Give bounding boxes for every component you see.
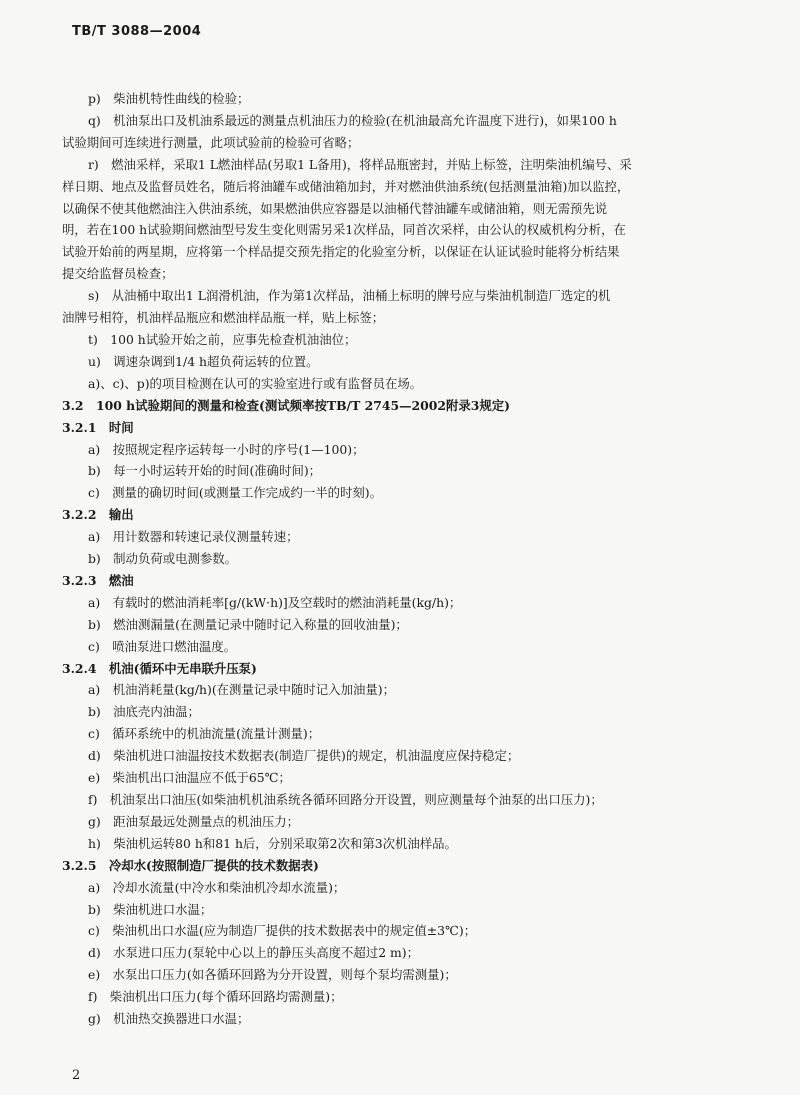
text-line: 样日期、地点及监督员姓名，随后将油罐车或储油箱加封，并对燃油供油系统(包括测量油箱)加以监控，: [62, 178, 630, 194]
text-line: r) 燃油采样，采取1 L燃油样品(另取1 L备用)，将样品瓶密封，并贴上标签，注明柴油机编号、采: [88, 156, 632, 172]
text-line: b) 每一小时运转开始的时间(准确时间)；: [88, 463, 322, 479]
text-line: q) 机油泵出口及机油系最远的测量点机油压力的检验(在机油最高允许温度下进行)，如果100 h: [88, 112, 617, 128]
text-line: c) 柴油机出口水温(应为制造厂提供的技术数据表中的规定值±3℃)；: [88, 923, 477, 939]
text-line: c) 测量的确切时间(或测量工作完成约一半的时刻)。: [88, 485, 383, 501]
text-line: d) 柴油机进口油温按技术数据表(制造厂提供)的规定，机油温度应保持稳定；: [88, 748, 520, 764]
text-line: f) 机油泵出口油压(如柴油机机油系统各循环回路分开设置，则应测量每个油泵的出口压力)；: [88, 792, 603, 807]
text-line: 以确保不使其他燃油注入供油系统，如果燃油供应容器是以油桶代替油罐车或储油箱，则无需预先说: [62, 200, 608, 216]
text-line: a) 冷却水流量(中冷水和柴油机冷却水流量)；: [88, 879, 346, 895]
text-line: e) 水泵出口压力(如各循环回路为分开设置，则每个泵均需测量)；: [88, 967, 457, 983]
text-line: p) 柴油机特性曲线的检验；: [88, 91, 250, 106]
text-line: h) 柴油机运转80 h和81 h后，分别采取第2次和第3次机油样品。: [88, 835, 457, 851]
text-line: b) 柴油机进口水温；: [88, 901, 213, 917]
document-header: TB/T 3088—2004: [72, 24, 202, 39]
page-number: 2: [72, 1068, 81, 1083]
text-line: f) 柴油机出口压力(每个循环回路均需测量)；: [88, 989, 343, 1005]
text-line: c) 循环系统中的机油流量(流量计测量)；: [88, 726, 321, 742]
text-line: 试验开始前的两星期，应将第一个样品提交预先指定的化验室分析，以保证在认证试验时能将分析结果: [62, 244, 620, 260]
section-heading: 3.2.5 冷却水(按照制造厂提供的技术数据表): [62, 857, 319, 873]
section-heading: 3.2.4 机油(循环中无串联升压泵): [62, 660, 257, 676]
text-line: d) 水泵进口压力(泵轮中心以上的静压头高度不超过2 m)；: [88, 945, 419, 961]
text-line: b) 油底壳内油温；: [88, 704, 200, 720]
text-line: a) 机油消耗量(kg/h)(在测量记录中随时记入加油量)；: [88, 682, 395, 698]
text-line: b) 燃油测漏量(在测量记录中随时记入称量的回收油量)；: [88, 616, 408, 632]
text-line: 明，若在100 h试验期间燃油型号发生变化则需另采1次样品，同首次采样，由公认的权威机构分析，在: [62, 222, 626, 238]
text-line: g) 机油热交换器进口水温；: [88, 1011, 250, 1027]
document-body: [62, 88, 752, 1030]
text-line: a)、c)、p)的项目检测在认可的实验室进行或有监督员在场。: [88, 375, 423, 391]
text-line: e) 柴油机出口油温应不低于65℃；: [88, 770, 291, 786]
text-line: a) 按照规定程序运转每一小时的序号(1—100)；: [88, 441, 365, 457]
text-line: a) 用计数器和转速记录仪测量转速；: [88, 529, 299, 545]
text-line: s) 从油桶中取出1 L润滑机油，作为第1次样品，油桶上标明的牌号应与柴油机制造厂选定的机: [88, 288, 611, 304]
text-line: t) 100 h试验开始之前，应事先检查机油油位；: [88, 331, 357, 347]
text-line: 提交给监督员检查；: [62, 266, 174, 282]
section-heading: 3.2.2 输出: [62, 507, 134, 523]
section-heading: 3.2.3 燃油: [62, 572, 134, 588]
text-line: 试验期间可连续进行测量，此项试验前的检验可省略；: [62, 134, 360, 150]
text-line: 油牌号相符，机油样品瓶应和燃油样品瓶一样，贴上标签；: [62, 310, 385, 326]
text-line: u) 调速杂调到1/4 h超负荷运转的位置。: [88, 353, 319, 369]
section-heading: 3.2 100 h试验期间的测量和检查(测试频率按TB/T 2745—2002附录3规定): [62, 397, 511, 413]
text-line: c) 喷油泵进口燃油温度。: [88, 638, 237, 654]
section-heading: 3.2.1 时间: [62, 419, 134, 435]
text-line: b) 制动负荷或电测参数。: [88, 551, 238, 567]
text-line: a) 有载时的燃油消耗率[g/(kW·h)]及空载时的燃油消耗量(kg/h)；: [88, 594, 462, 610]
text-line: g) 距油泵最远处测量点的机油压力；: [88, 813, 300, 829]
